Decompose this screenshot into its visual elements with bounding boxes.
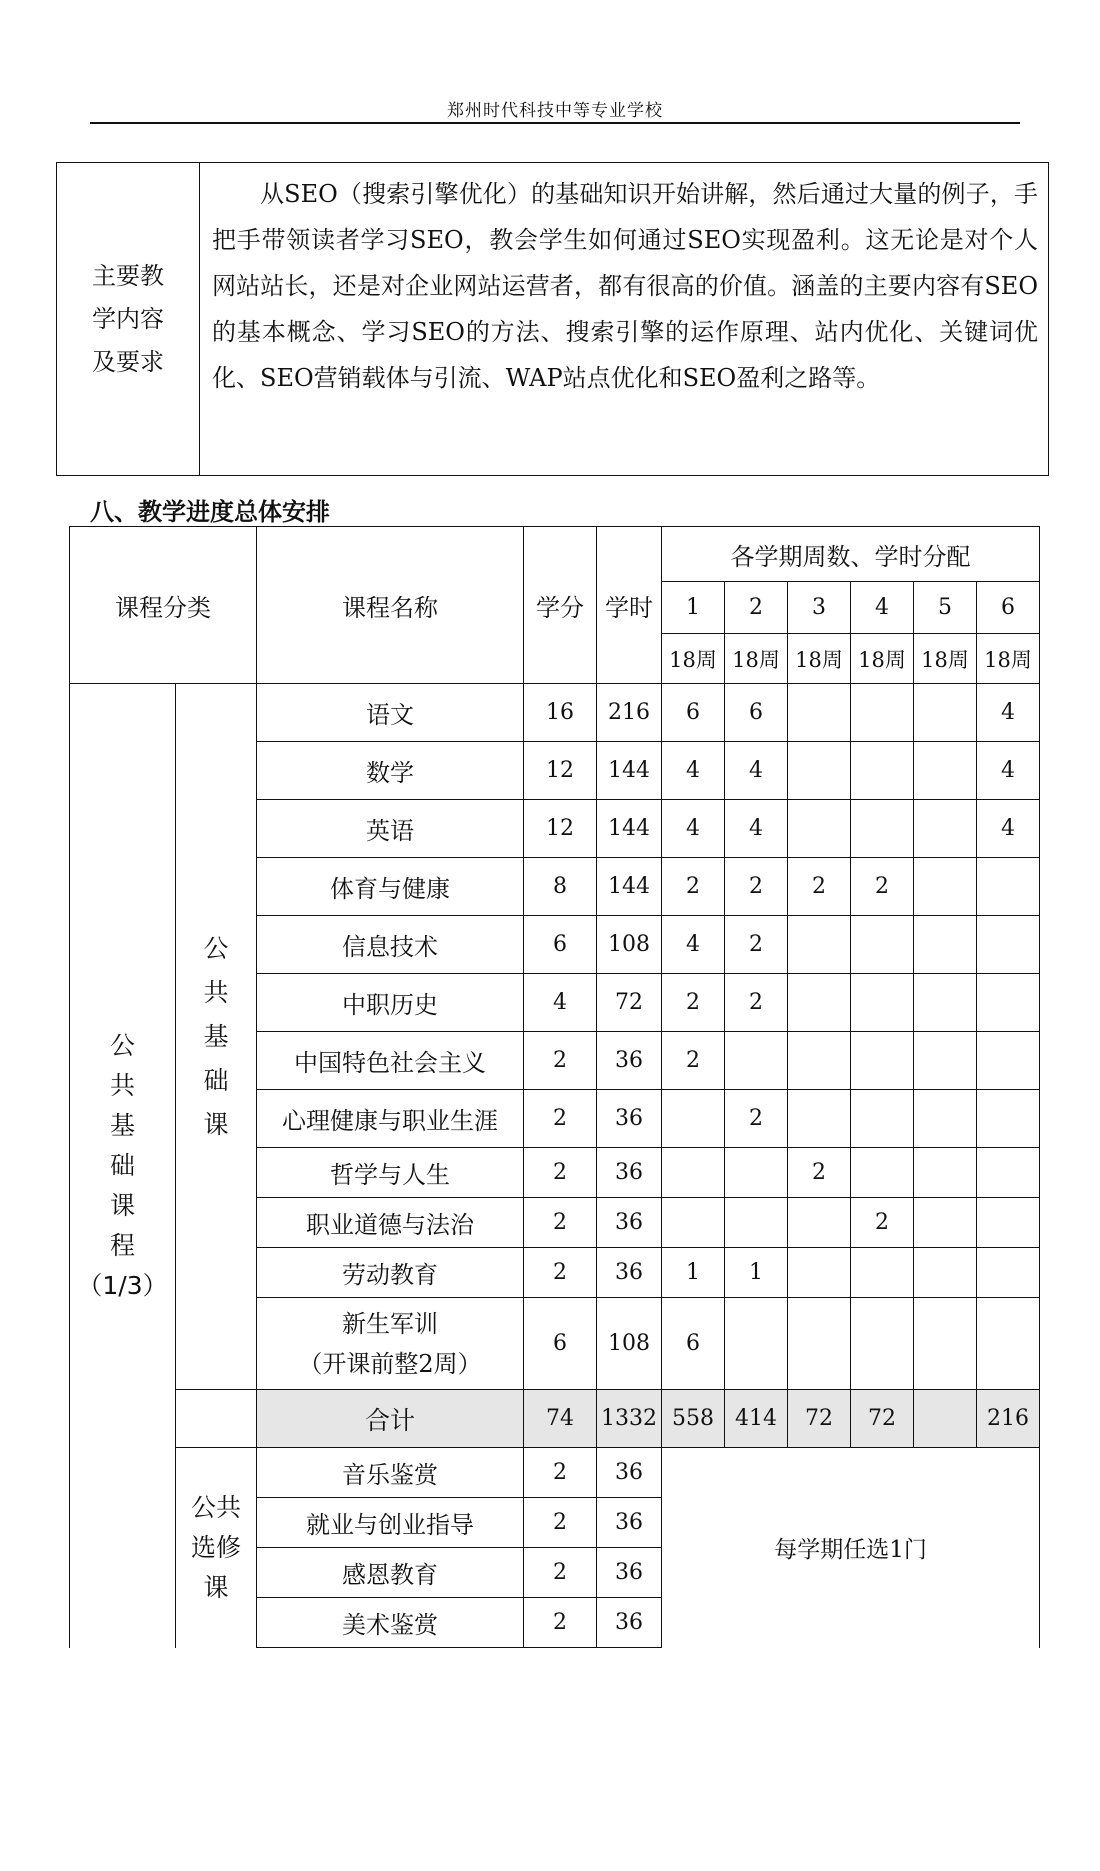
course-hours: 36 xyxy=(597,1448,662,1498)
semester-hours: 2 xyxy=(725,1090,788,1148)
course-credits: 2 xyxy=(524,1248,597,1298)
semester-hours xyxy=(788,800,851,858)
course-name xyxy=(257,1298,524,1390)
header-weeks: 18周 xyxy=(788,634,851,684)
content-description: 从SEO（搜索引擎优化）的基础知识开始讲解，然后通过大量的例子，手把手带领读者学习SEO，教会学生如何通过SEO实现盈利。这无论是对个人网站站长，还是对企业网站运营者，都有很高的价值。涵盖的主要内容有SEO的基本概念、学习SEO的方法、搜索引擎的运作原理、站内优化、关键词优化、SEO营销载体与引流、WAP站点优化和SEO盈利之路等。 xyxy=(200,163,1049,476)
total-hours: 1332 xyxy=(597,1390,662,1448)
course-name xyxy=(257,1090,524,1148)
page-header: 郑州时代科技中等专业学校 xyxy=(447,101,663,121)
total-label: 合计 xyxy=(257,1390,524,1448)
semester-hours xyxy=(788,1090,851,1148)
semester-hours xyxy=(662,1198,725,1248)
main-category-char: （1/3） xyxy=(77,1270,168,1300)
course-name-text: 信息技术 xyxy=(342,933,438,961)
course-hours: 144 xyxy=(597,742,662,800)
course-credits: 2 xyxy=(524,1032,597,1090)
teaching-content-table xyxy=(56,162,1049,476)
basic-subcategory-char: 课 xyxy=(203,1109,229,1139)
course-name-text: 体育与健康 xyxy=(330,875,450,903)
semester-hours xyxy=(914,1298,977,1390)
header-semester: 5 xyxy=(914,582,977,634)
semester-hours: 2 xyxy=(725,858,788,916)
semester-hours xyxy=(914,916,977,974)
semester-hours: 1 xyxy=(662,1248,725,1298)
course-credits: 12 xyxy=(524,800,597,858)
semester-hours xyxy=(788,1032,851,1090)
course-hours: 36 xyxy=(597,1090,662,1148)
header-weeks: 18周 xyxy=(662,634,725,684)
semester-hours xyxy=(851,1090,914,1148)
semester-hours xyxy=(851,742,914,800)
semester-hours: 1 xyxy=(725,1248,788,1298)
course-hours: 36 xyxy=(597,1248,662,1298)
semester-hours: 4 xyxy=(662,916,725,974)
semester-hours: 2 xyxy=(662,858,725,916)
header-weeks: 18周 xyxy=(851,634,914,684)
course-credits: 12 xyxy=(524,742,597,800)
course-hours: 108 xyxy=(597,1298,662,1390)
content-label-line: 学内容 xyxy=(92,304,164,333)
header-semester: 4 xyxy=(851,582,914,634)
course-credits: 8 xyxy=(524,858,597,916)
semester-hours xyxy=(977,1198,1040,1248)
basic-subcategory-char: 基 xyxy=(203,1021,229,1051)
semester-hours xyxy=(914,974,977,1032)
semester-hours xyxy=(851,1032,914,1090)
header-semester: 1 xyxy=(662,582,725,634)
course-credits: 4 xyxy=(524,974,597,1032)
semester-hours xyxy=(662,1090,725,1148)
semester-hours xyxy=(788,742,851,800)
semester-hours xyxy=(851,1148,914,1198)
semester-hours xyxy=(788,684,851,742)
course-hours: 36 xyxy=(597,1148,662,1198)
course-name xyxy=(257,1148,524,1198)
semester-hours: 6 xyxy=(725,684,788,742)
content-label xyxy=(57,163,200,476)
course-name: 音乐鉴赏 xyxy=(257,1448,524,1498)
main-category-char: 公 xyxy=(109,1030,135,1060)
course-hours: 36 xyxy=(597,1598,662,1648)
main-category-char: 基 xyxy=(109,1110,135,1140)
semester-hours xyxy=(788,1198,851,1248)
course-name xyxy=(257,742,524,800)
semester-hours xyxy=(914,684,977,742)
semester-hours: 2 xyxy=(662,1032,725,1090)
course-name-text: 哲学与人生 xyxy=(330,1161,450,1189)
semester-hours xyxy=(977,1248,1040,1298)
total-semester-hours: 558 xyxy=(662,1390,725,1448)
header-course-name: 课程名称 xyxy=(257,527,524,684)
total-row xyxy=(70,1390,1040,1448)
course-credits: 2 xyxy=(524,1498,597,1548)
course-name xyxy=(257,1248,524,1298)
semester-hours xyxy=(914,742,977,800)
course-name-text: 职业道德与法治 xyxy=(306,1211,474,1239)
semester-hours xyxy=(914,800,977,858)
semester-hours xyxy=(914,858,977,916)
course-name-text: 英语 xyxy=(366,817,414,845)
semester-hours xyxy=(725,1148,788,1198)
semester-hours xyxy=(977,858,1040,916)
semester-hours: 6 xyxy=(662,1298,725,1390)
semester-hours: 2 xyxy=(662,974,725,1032)
semester-hours: 4 xyxy=(977,800,1040,858)
header-weeks: 18周 xyxy=(977,634,1040,684)
semester-hours xyxy=(851,1248,914,1298)
semester-hours: 2 xyxy=(851,1198,914,1248)
course-name-text: 数学 xyxy=(366,759,414,787)
header-hours: 学时 xyxy=(597,527,662,684)
course-credits: 6 xyxy=(524,916,597,974)
semester-hours xyxy=(788,974,851,1032)
course-credits: 6 xyxy=(524,1298,597,1390)
header-weeks: 18周 xyxy=(914,634,977,684)
semester-hours xyxy=(788,1298,851,1390)
elective-subcategory-char: 公共 xyxy=(190,1492,241,1522)
table-row xyxy=(70,684,1040,742)
course-credits: 2 xyxy=(524,1598,597,1648)
semester-hours xyxy=(851,800,914,858)
course-hours: 72 xyxy=(597,974,662,1032)
total-semester-hours: 216 xyxy=(977,1390,1040,1448)
total-credits: 74 xyxy=(524,1390,597,1448)
course-name: 就业与创业指导 xyxy=(257,1498,524,1548)
header-rule xyxy=(90,122,1020,124)
semester-hours: 2 xyxy=(788,858,851,916)
semester-hours: 2 xyxy=(725,974,788,1032)
semester-hours xyxy=(725,1198,788,1248)
course-name xyxy=(257,974,524,1032)
schedule-table xyxy=(69,526,1040,1648)
course-name-text: 心理健康与职业生涯 xyxy=(282,1107,498,1135)
semester-hours xyxy=(914,1090,977,1148)
basic-subcategory-char: 公 xyxy=(203,933,229,963)
semester-hours: 4 xyxy=(977,742,1040,800)
course-credits: 2 xyxy=(524,1198,597,1248)
course-hours: 144 xyxy=(597,858,662,916)
course-hours: 36 xyxy=(597,1498,662,1548)
header-distribution: 各学期周数、学时分配 xyxy=(662,527,1040,582)
content-label-line: 主要教 xyxy=(92,261,164,290)
semester-hours xyxy=(977,1298,1040,1390)
semester-hours xyxy=(662,1148,725,1198)
semester-hours: 2 xyxy=(725,916,788,974)
course-name xyxy=(257,1032,524,1090)
main-category xyxy=(70,684,176,1648)
content-label-line: 及要求 xyxy=(92,347,164,376)
header-category: 课程分类 xyxy=(70,527,257,684)
header-semester: 6 xyxy=(977,582,1040,634)
total-semester-hours: 414 xyxy=(725,1390,788,1448)
semester-hours: 4 xyxy=(662,800,725,858)
header-semester: 2 xyxy=(725,582,788,634)
course-hours: 36 xyxy=(597,1548,662,1598)
semester-hours: 4 xyxy=(977,684,1040,742)
course-name-text: 中国特色社会主义 xyxy=(294,1049,486,1077)
header-credits: 学分 xyxy=(524,527,597,684)
main-category-char: 程 xyxy=(109,1230,135,1260)
semester-hours xyxy=(977,916,1040,974)
table-row xyxy=(70,1448,1040,1498)
course-hours: 36 xyxy=(597,1198,662,1248)
semester-hours xyxy=(977,974,1040,1032)
semester-hours: 4 xyxy=(662,742,725,800)
semester-hours xyxy=(851,1298,914,1390)
course-credits: 2 xyxy=(524,1448,597,1498)
course-credits: 2 xyxy=(524,1148,597,1198)
main-category-char: 共 xyxy=(109,1070,135,1100)
course-name-text: 中职历史 xyxy=(342,991,438,1019)
semester-hours: 4 xyxy=(725,800,788,858)
course-name xyxy=(257,800,524,858)
elective-subcategory-char: 选修 xyxy=(190,1532,241,1562)
semester-hours xyxy=(851,974,914,1032)
semester-hours: 2 xyxy=(851,858,914,916)
course-name: 美术鉴赏 xyxy=(257,1598,524,1648)
semester-hours xyxy=(788,1248,851,1298)
course-name xyxy=(257,858,524,916)
course-name-note: （开课前整2周） xyxy=(298,1349,482,1378)
course-name-text: 语文 xyxy=(366,701,414,729)
semester-hours xyxy=(725,1032,788,1090)
total-semester-hours xyxy=(914,1390,977,1448)
elective-subcategory-char: 课 xyxy=(203,1572,229,1602)
total-semester-hours: 72 xyxy=(851,1390,914,1448)
semester-hours xyxy=(851,684,914,742)
total-semester-hours: 72 xyxy=(788,1390,851,1448)
semester-hours xyxy=(725,1298,788,1390)
course-name xyxy=(257,684,524,742)
header-semester: 3 xyxy=(788,582,851,634)
course-name: 感恩教育 xyxy=(257,1548,524,1598)
semester-hours xyxy=(914,1248,977,1298)
course-name xyxy=(257,916,524,974)
semester-hours: 4 xyxy=(725,742,788,800)
course-name-text: 劳动教育 xyxy=(342,1261,438,1289)
course-credits: 16 xyxy=(524,684,597,742)
basic-subcategory-char: 共 xyxy=(203,977,229,1007)
semester-hours xyxy=(851,916,914,974)
semester-hours xyxy=(977,1090,1040,1148)
main-category-char: 课 xyxy=(109,1190,135,1220)
header-weeks: 18周 xyxy=(725,634,788,684)
semester-hours: 6 xyxy=(662,684,725,742)
course-hours: 36 xyxy=(597,1032,662,1090)
semester-hours xyxy=(788,916,851,974)
main-category-char: 础 xyxy=(109,1150,135,1180)
semester-hours xyxy=(914,1198,977,1248)
semester-hours xyxy=(977,1032,1040,1090)
section-title: 八、教学进度总体安排 xyxy=(90,498,330,526)
basic-subcategory-char: 础 xyxy=(203,1065,229,1095)
course-hours: 216 xyxy=(597,684,662,742)
course-name xyxy=(257,1198,524,1248)
course-credits: 2 xyxy=(524,1090,597,1148)
course-hours: 144 xyxy=(597,800,662,858)
course-hours: 108 xyxy=(597,916,662,974)
semester-hours xyxy=(914,1148,977,1198)
elective-subcategory xyxy=(176,1448,257,1648)
basic-subcategory xyxy=(176,684,257,1390)
total-row-subcategory-blank xyxy=(176,1390,257,1448)
elective-note: 每学期任选1门 xyxy=(662,1448,1040,1648)
semester-hours: 2 xyxy=(788,1148,851,1198)
semester-hours xyxy=(914,1032,977,1090)
semester-hours xyxy=(977,1148,1040,1198)
course-credits: 2 xyxy=(524,1548,597,1598)
course-name-text: 新生军训 xyxy=(342,1309,438,1338)
